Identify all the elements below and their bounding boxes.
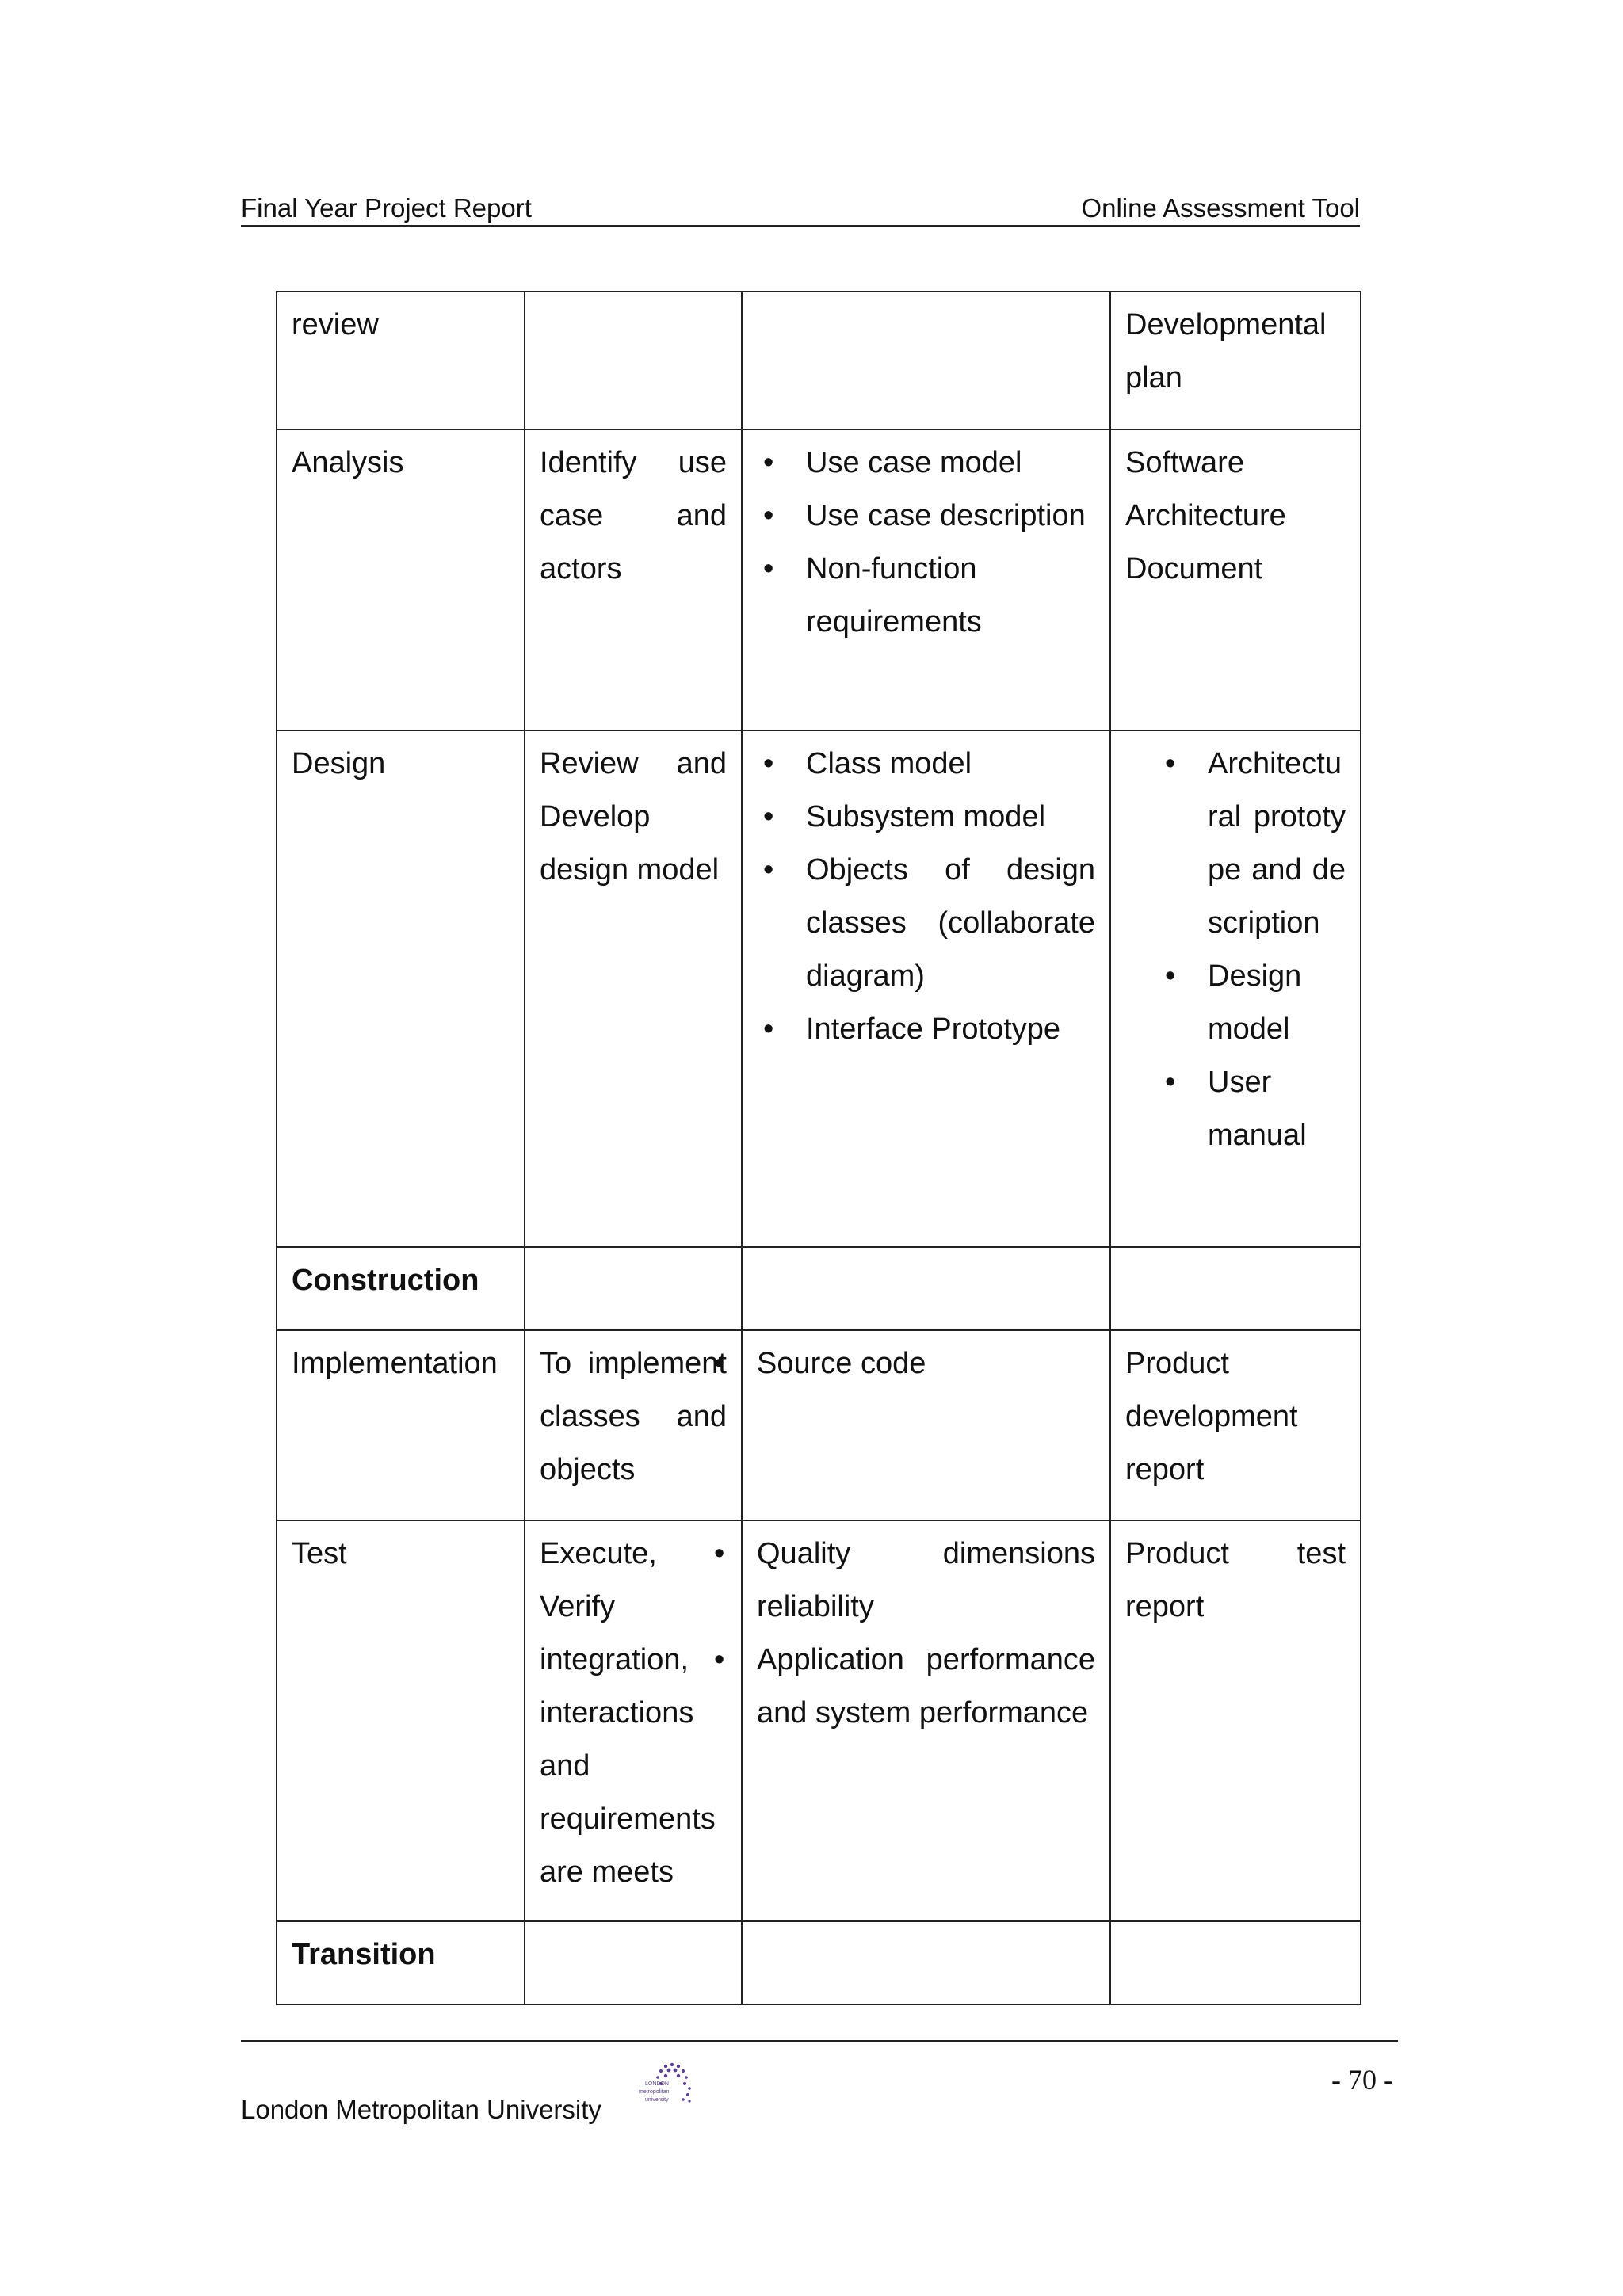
table-cell: [525, 1247, 742, 1330]
header-right-title: Online Assessment Tool: [1081, 193, 1360, 223]
list-item: • Use case model: [757, 437, 1095, 490]
footer-divider: [241, 2040, 1398, 2042]
list-item: • Application performance and system performance: [708, 1634, 1095, 1740]
table-cell: Developmental plan: [1110, 292, 1361, 429]
list-item: • Non-function requirements: [757, 543, 1095, 649]
table-cell: [742, 1921, 1110, 2004]
list-item: • Quality dimensions reliability: [708, 1527, 1095, 1634]
table-row: [277, 1921, 1361, 2004]
table-cell: Implementation: [277, 1330, 525, 1520]
table-cell: Product development report: [1110, 1330, 1361, 1520]
table-cell: Analysis: [277, 429, 525, 730]
table-cell: Software Architecture Document: [1110, 429, 1361, 730]
table-cell: [742, 1330, 1110, 1520]
list-item: • Use case description: [757, 490, 1095, 543]
logo-text-line: metropolitan: [639, 2089, 670, 2095]
list-item: • Subsystem model: [757, 791, 1095, 844]
table-cell: [742, 292, 1110, 429]
list-item: • Class model: [757, 738, 1095, 791]
table-cell: [525, 292, 742, 429]
university-logo-icon: [617, 2060, 704, 2117]
logo-text-line: LONDON: [645, 2081, 669, 2087]
list-item: • Design model: [1159, 950, 1346, 1056]
list-item: • Interface Prototype: [757, 1003, 1095, 1056]
table-row: [277, 292, 1361, 429]
table-cell: Review and Develop design model: [525, 730, 742, 1247]
table-cell: Construction: [277, 1247, 525, 1330]
table-cell: review: [277, 292, 525, 429]
table-cell: Design: [277, 730, 525, 1247]
list-item: • Objects of design classes (collaborate diagram): [757, 844, 1095, 1003]
table-row: [277, 1247, 1361, 1330]
logo-text-line: university: [645, 2097, 669, 2103]
table-row: [277, 429, 1361, 730]
footer-university: London Metropolitan University: [241, 2095, 601, 2124]
table-cell: [742, 730, 1110, 1247]
table-cell: Test: [277, 1520, 525, 1921]
list-item: • Architectural prototype and description: [1159, 738, 1346, 950]
table-cell: Product test report: [1110, 1520, 1361, 1921]
table-row: [277, 1520, 1361, 1921]
table-cell: [525, 1921, 742, 2004]
table-cell: Execute, Verify integration, interactions and requirements are meets: [525, 1520, 742, 1921]
table-cell: [742, 1520, 1110, 1921]
page-header: [241, 193, 1360, 227]
table-row: [277, 730, 1361, 1247]
table-cell: [1110, 1921, 1361, 2004]
phase-table: [276, 291, 1361, 2005]
table-cell: Transition: [277, 1921, 525, 2004]
page-number: - 70 -: [1331, 2064, 1393, 2096]
table-cell: Identify use case and actors: [525, 429, 742, 730]
table-cell: [1110, 730, 1361, 1247]
list-item: • User manual: [1159, 1056, 1346, 1162]
list-item: • Source code: [708, 1337, 1095, 1390]
table-row: [277, 1330, 1361, 1520]
table-cell: To implement classes and objects: [525, 1330, 742, 1520]
table-cell: [1110, 1247, 1361, 1330]
table-cell: [742, 429, 1110, 730]
table-cell: [742, 1247, 1110, 1330]
header-left-title: Final Year Project Report: [241, 193, 532, 223]
